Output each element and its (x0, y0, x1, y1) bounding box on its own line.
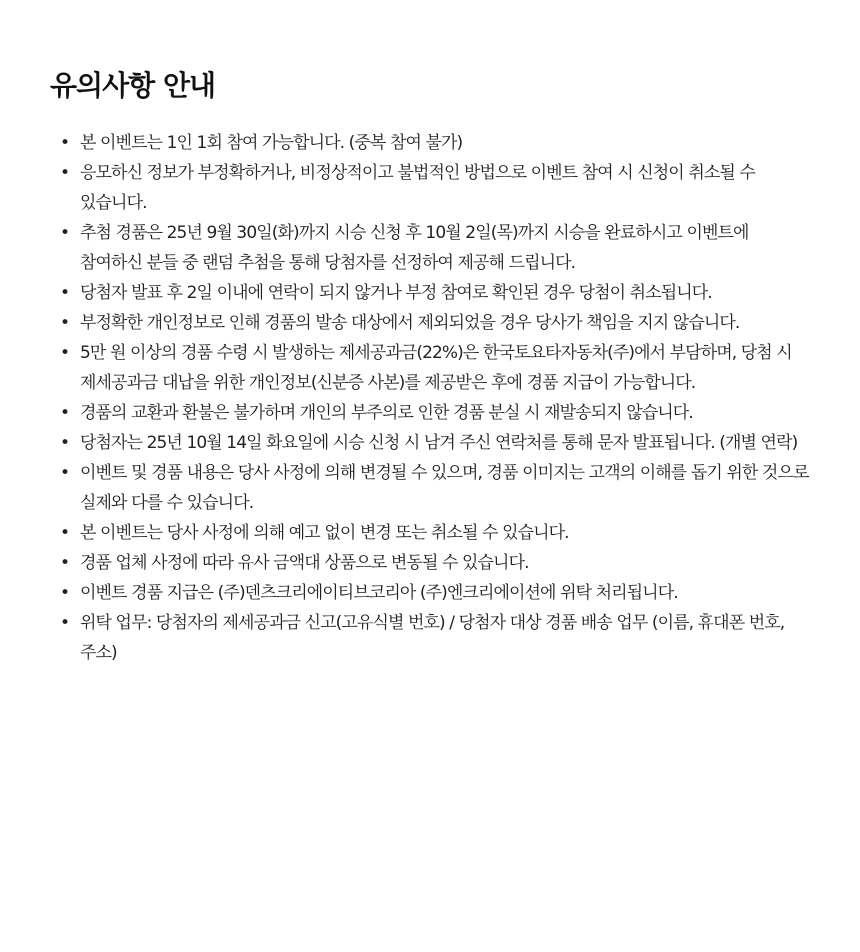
notice-list (50, 128, 812, 668)
bullet-icon: • (60, 313, 70, 333)
notice-item-text: 경품의 교환과 환불은 불가하며 개인의 부주의로 인한 경품 분실 시 재발송되지 않습니다. (80, 403, 693, 423)
bullet-icon: • (60, 433, 70, 453)
notice-item (50, 158, 812, 218)
notice-item-text: 위탁 업무: 당첨자의 제세공과금 신고(고유식별 번호) / 당첨자 대상 경품 배송 업무 (이름, 휴대폰 번호, 주소) (80, 613, 785, 663)
notice-item (50, 398, 812, 428)
notice-item (50, 428, 812, 458)
notice-item (50, 308, 812, 338)
notice-item-text: 당첨자는 25년 10월 14일 화요일에 시승 신청 시 남겨 주신 연락처를 통해 문자 발표됩니다. (개별 연락) (80, 433, 798, 453)
notice-item-text: 응모하신 정보가 부정확하거나, 비정상적이고 불법적인 방법으로 이벤트 참여 시 신청이 취소될 수 있습니다. (80, 163, 755, 213)
bullet-icon: • (60, 553, 70, 573)
notice-item (50, 548, 812, 578)
notice-item-text: 이벤트 및 경품 내용은 당사 사정에 의해 변경될 수 있으며, 경품 이미지는 고객의 이해를 돕기 위한 것으로 실제와 다를 수 있습니다. (80, 463, 809, 513)
notice-item (50, 578, 812, 608)
notice-item-text: 경품 업체 사정에 따라 유사 금액대 상품으로 변동될 수 있습니다. (80, 553, 529, 573)
notice-item (50, 338, 812, 398)
notice-item (50, 608, 812, 668)
notice-item (50, 218, 812, 278)
bullet-icon: • (60, 163, 70, 183)
notice-item-text: 부정확한 개인정보로 인해 경품의 발송 대상에서 제외되었을 경우 당사가 책임을 지지 않습니다. (80, 313, 740, 333)
bullet-icon: • (60, 133, 70, 153)
notice-item (50, 128, 812, 158)
notice-item-text: 이벤트 경품 지급은 (주)덴츠크리에이티브코리아 (주)엔크리에이션에 위탁 처리됩니다. (80, 583, 678, 603)
notice-item-text: 당첨자 발표 후 2일 이내에 연락이 되지 않거나 부정 참여로 확인된 경우 당첨이 취소됩니다. (80, 283, 712, 303)
bullet-icon: • (60, 523, 70, 543)
notice-item (50, 278, 812, 308)
bullet-icon: • (60, 463, 70, 483)
bullet-icon: • (60, 343, 70, 363)
notice-item-text: 본 이벤트는 1인 1회 참여 가능합니다. (중복 참여 불가) (80, 133, 463, 153)
notice-item-text: 추첨 경품은 25년 9월 30일(화)까지 시승 신청 후 10월 2일(목)까지 시승을 완료하시고 이벤트에 참여하신 분들 중 랜덤 추첨을 통해 당첨자를 선정하여 제공해 드립니다. (80, 223, 749, 273)
notice-item (50, 458, 812, 518)
notice-item-text: 5만 원 이상의 경품 수령 시 발생하는 제세공과금(22%)은 한국토요타자동차(주)에서 부담하며, 당첨 시 제세공과금 대납을 위한 개인정보(신분증 사본)를 제공받은 후에 경품 지급이 가능합니다. (80, 343, 792, 393)
bullet-icon: • (60, 583, 70, 603)
bullet-icon: • (60, 613, 70, 633)
bullet-icon: • (60, 223, 70, 243)
bullet-icon: • (60, 283, 70, 303)
notice-title: 유의사항 안내 (50, 69, 216, 102)
notice-item (50, 518, 812, 548)
notice-item-text: 본 이벤트는 당사 사정에 의해 예고 없이 변경 또는 취소될 수 있습니다. (80, 523, 569, 543)
bullet-icon: • (60, 403, 70, 423)
